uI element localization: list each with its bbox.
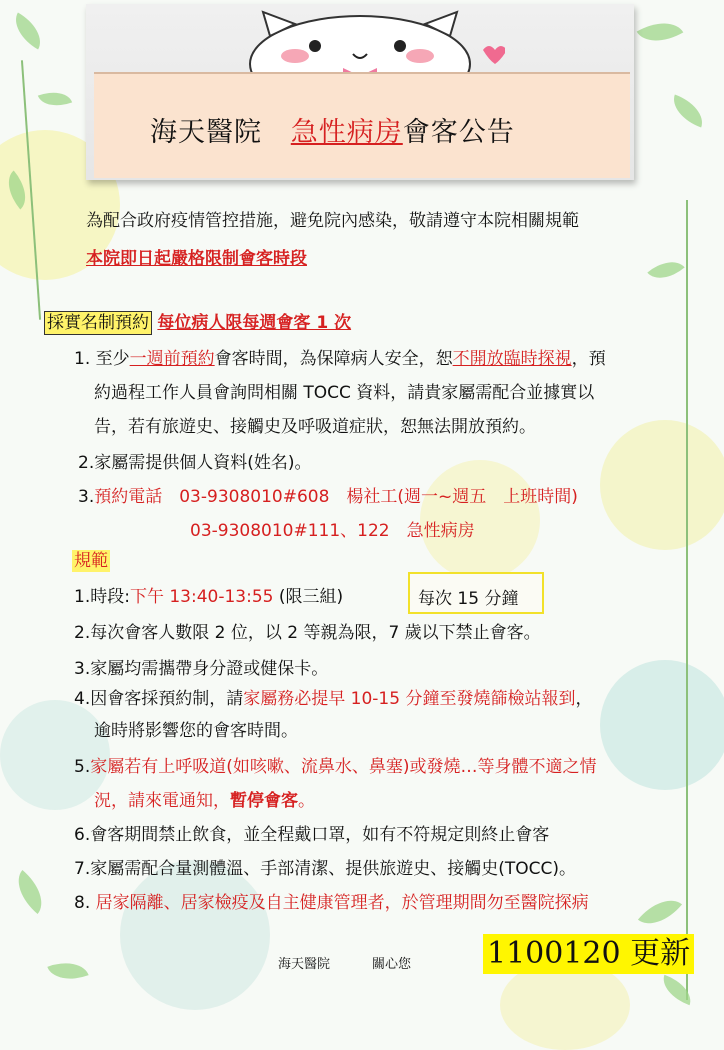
rule-6: 6.會客期間禁止飲食，並全程戴口罩，如有不符規定則終止會客 — [74, 825, 550, 845]
rule-2: 2.每次會客人數限 2 位，以 2 等親為限，7 歲以下禁止會客。 — [74, 623, 541, 643]
footer-hospital: 海天醫院 — [278, 957, 331, 972]
rule-1 — [74, 582, 343, 607]
intro-line: 為配合政府疫情管控措施，避免院內感染，敬請遵守本院相關規範 — [86, 211, 579, 231]
rule-3: 3.家屬均需攜帶身分證或健保卡。 — [74, 659, 329, 679]
item-text: 至少 — [95, 349, 130, 369]
rule-highlight: 家屬務必提早 10-15 分鐘至發燒篩檢站報到 — [243, 689, 576, 709]
title-notice: 會客公告 — [402, 117, 515, 148]
rule-highlight: 家屬若有上呼吸道(如咳嗽、流鼻水、鼻塞)或發燒…等身體不適之情 — [90, 757, 597, 777]
item-highlight: 一週前預約 — [129, 349, 215, 369]
rule-note: (限三組) — [273, 587, 344, 607]
reservation-headline: 每位病人限每週會客 1 次 — [157, 313, 352, 333]
rule-5-line2 — [94, 786, 315, 811]
reservation-phone-line: 預約電話 03-9308010#608 楊社工(週一~週五 上班時間) — [94, 487, 578, 507]
reservation-phone-line-2: 03-9308010#111、122 急性病房 — [190, 521, 475, 541]
title-hospital: 海天醫院 — [150, 117, 262, 148]
title-ward: 急性病房 — [290, 117, 403, 148]
rules-tag: 規範 — [74, 551, 108, 571]
intro-restriction: 本院即日起嚴格限制會客時段 — [86, 249, 307, 269]
item-number: 1. — [74, 349, 91, 369]
rule-text: 4.因會客採預約制，請 — [74, 689, 244, 709]
reservation-item-3 — [78, 482, 578, 507]
reservation-tag: 採實名制預約 — [44, 311, 152, 335]
rule-7: 7.家屬需配合量測體溫、手部清潔、提供旅遊史、接觸史(TOCC)。 — [74, 859, 576, 879]
rule-text: 況，請來電通知， — [94, 791, 230, 811]
item-text: 會客時間，為保障病人安全，恕 — [214, 349, 453, 369]
rules-heading — [72, 546, 110, 571]
reservation-item-2: 2.家屬需提供個人資料(姓名)。 — [78, 453, 312, 473]
rule-4 — [74, 684, 592, 709]
rule-highlight: 居家隔離、居家檢疫及自主健康管理者，於管理期間勿至醫院探病 — [95, 893, 589, 913]
footer-care: 關心您 — [372, 957, 412, 972]
rule-label: 8. — [74, 893, 91, 913]
rule-time: 下午 13:40-13:55 — [129, 587, 274, 607]
reservation-item-1-line3: 告，若有旅遊史、接觸史及呼吸道症狀，恕無法開放預約。 — [94, 417, 536, 437]
rule-text: 。 — [298, 791, 315, 811]
rule-5 — [74, 752, 597, 777]
update-badge — [483, 934, 694, 974]
rule-highlight: 暫停會客 — [230, 791, 298, 811]
page-title — [150, 110, 515, 149]
rule-8 — [74, 888, 589, 913]
reservation-item-1 — [74, 344, 606, 369]
rule-4-line2: 逾時將影響您的會客時間。 — [94, 721, 298, 741]
item-highlight: 不開放臨時探視 — [452, 349, 572, 369]
reservation-heading — [44, 308, 351, 333]
item-text: ，預 — [571, 349, 606, 369]
duration-note: 每次 15 分鐘 — [418, 589, 519, 609]
rule-label: 1.時段: — [74, 587, 130, 607]
rule-text: ， — [575, 689, 593, 709]
item-number: 3. — [78, 487, 95, 507]
reservation-item-1-line2: 約過程工作人員會詢問相關 TOCC 資料，請貴家屬需配合並據實以 — [94, 383, 595, 403]
rule-label: 5. — [74, 757, 91, 777]
update-date: 1100120 — [487, 936, 621, 971]
update-label: 更新 — [630, 936, 691, 971]
